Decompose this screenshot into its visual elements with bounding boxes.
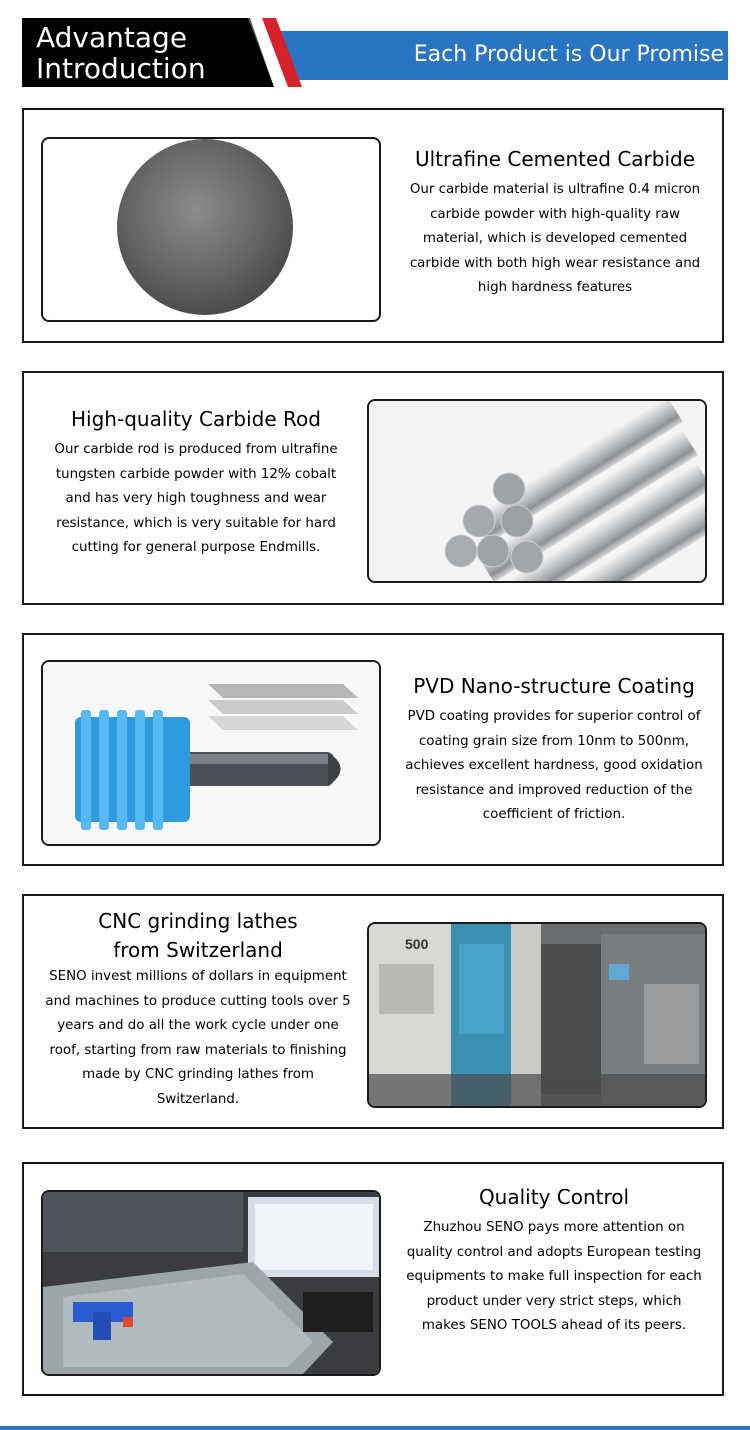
header-banner: [22, 18, 728, 87]
section-title-line1: CNC grinding lathes: [98, 909, 298, 933]
section-text: [34, 908, 362, 1113]
section-text: [396, 673, 712, 828]
bottom-accent-line: [0, 1426, 750, 1430]
coated-endmill-photo: [41, 660, 381, 846]
machine-label: 500: [405, 936, 429, 952]
section-title: Ultrafine Cemented Carbide: [414, 147, 696, 171]
section-cnc-lathes: [22, 894, 724, 1129]
carbide-rods-photo: [367, 399, 707, 583]
section-pvd-coating: [22, 633, 724, 866]
section-body: SENO invest millions of dollars in equipment and machines to produce cutting tools over 5 years and do all the work cycle under one roof, starting from raw materials to finishing made by CNC grinding lathes from Switzerland.: [45, 969, 351, 1107]
section-title-line2: from Switzerland: [113, 938, 283, 962]
section-body: Our carbide rod is produced from ultrafine tungsten carbide powder with 12% cobalt and has very high toughness and wear resistance, which is very suitable for hard cutting for general purpose Endmills.: [54, 442, 338, 556]
header-title-line1: Advantage: [36, 21, 188, 54]
carbide-powder-photo: [41, 137, 381, 322]
inspection-equipment-photo: [41, 1190, 381, 1376]
section-body: Zhuzhou SENO pays more attention on quality control and adopts European testing equipments to make full inspection for each product under very strict steps, which makes SENO TOOLS ahead of its peers.: [406, 1220, 702, 1334]
section-ultrafine-carbide: [22, 108, 724, 343]
header-tagline: Each Product is Our Promise: [413, 42, 724, 67]
section-title: Quality Control: [478, 1185, 630, 1209]
section-text: [46, 406, 346, 561]
header-title-line2: Introduction: [36, 52, 206, 85]
section-text: [396, 1184, 712, 1339]
section-body: Our carbide material is ultrafine 0.4 micron carbide powder with high-quality raw material, which is developed cemented carbide with both high wear resistance and high hardness features: [409, 182, 701, 296]
section-title: High-quality Carbide Rod: [71, 407, 321, 431]
cnc-machine-photo: [367, 922, 707, 1108]
section-carbide-rod: [22, 371, 724, 605]
section-text: [396, 146, 714, 301]
section-quality-control: [22, 1162, 724, 1396]
section-body: PVD coating provides for superior control of coating grain size from 10nm to 500nm, achieves excellent hardness, good oxidation resistance and improved reduction of the coefficient of friction.: [405, 709, 703, 823]
section-title: PVD Nano-structure Coating: [413, 674, 695, 698]
